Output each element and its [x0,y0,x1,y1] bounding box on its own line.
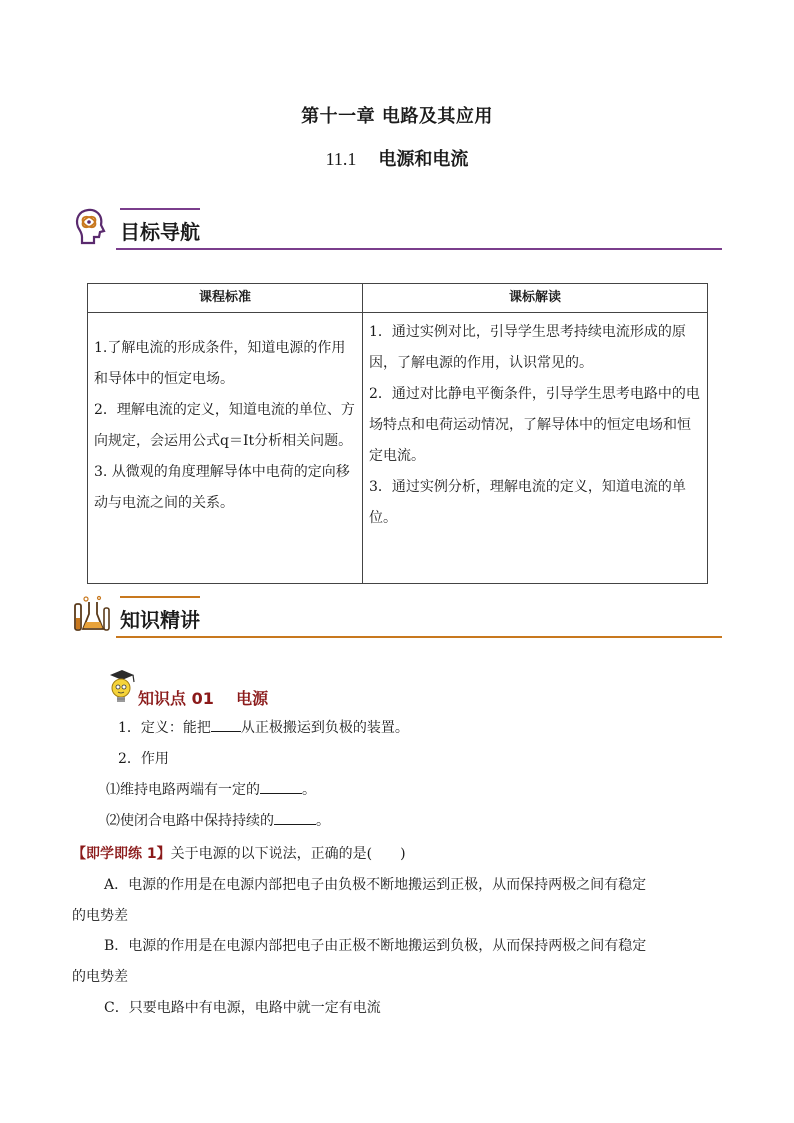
option-c: C．只要电路中有电源，电路中就一定有电流 [104,1000,381,1016]
interpretation-cell [363,313,708,584]
fill-blank [274,810,316,825]
brain-head-icon [72,206,112,246]
knowledge-section-header [72,594,722,638]
exercise-question-line [72,843,406,863]
knowledge-point-header [106,668,406,708]
section-title-line [0,145,794,171]
knowledge-point-title: 知识点 01 电源 [138,689,269,708]
goals-section-header [72,206,722,250]
lab-flask-icon [72,594,112,634]
exercise-tag: 【即学即练 1】 [72,846,171,862]
role-title: 2．作用 [118,751,169,767]
exercise-question: 关于电源的以下说法，正确的是( ) [170,846,406,862]
goals-rule [116,248,722,250]
goals-heading: 目标导航 [120,220,200,244]
knowledge-deco-line [120,596,200,598]
interpretation-item: 2．通过对比静电平衡条件，引导学生思考电路中的电场特点和电荷运动情况，了解导体中的恒定电场和恒定电流。 [369,386,700,464]
col-header-interpretation: 课标解读 [363,284,708,313]
fill-blank [211,717,241,732]
option-a-line2: 的电势差 [72,908,128,924]
option-b-line2: 的电势差 [72,969,128,985]
interpretation-item: 3．通过实例分析，理解电流的定义，知道电流的单位。 [369,479,686,526]
goals-deco-line [120,208,200,210]
role-item-1: ⑴维持电路两端有一定的 。 [106,779,316,799]
standard-cell [88,313,363,584]
definition-line: 1．定义：能把 从正极搬运到负极的装置。 [118,717,409,737]
col-header-standard: 课程标准 [88,284,363,313]
option-b-line1: B．电源的作用是在电源内部把电子由正极不断地搬运到负极，从而保持两极之间有稳定 [104,938,647,954]
option-a-line1: A．电源的作用是在电源内部把电子由负极不断地搬运到正极，从而保持两极之间有稳定 [104,877,647,893]
fill-blank [260,779,302,794]
graduate-bulb-icon [106,668,138,708]
role-item-2: ⑵使闭合电路中保持持续的 。 [106,810,330,830]
interpretation-item: 1．通过实例对比，引导学生思考持续电流形成的原因，了解电源的作用，认识常见的。 [369,324,686,371]
course-standard-table [87,283,708,584]
knowledge-heading: 知识精讲 [120,608,200,632]
standard-item: 3. 从微观的角度理解导体中电荷的定向移动与电流之间的关系。 [94,464,350,511]
chapter-title: 第十一章 电路及其应用 [301,106,493,127]
section-title: 电源和电流 [378,149,469,170]
standard-item: 1.了解电流的形成条件，知道电源的作用和导体中的恒定电场。 [94,340,346,387]
knowledge-rule [116,636,722,638]
standard-item: 2．理解电流的定义，知道电流的单位、方向规定，会运用公式q＝It分析相关问题。 [94,402,355,449]
section-number: 11.1 [325,149,357,169]
